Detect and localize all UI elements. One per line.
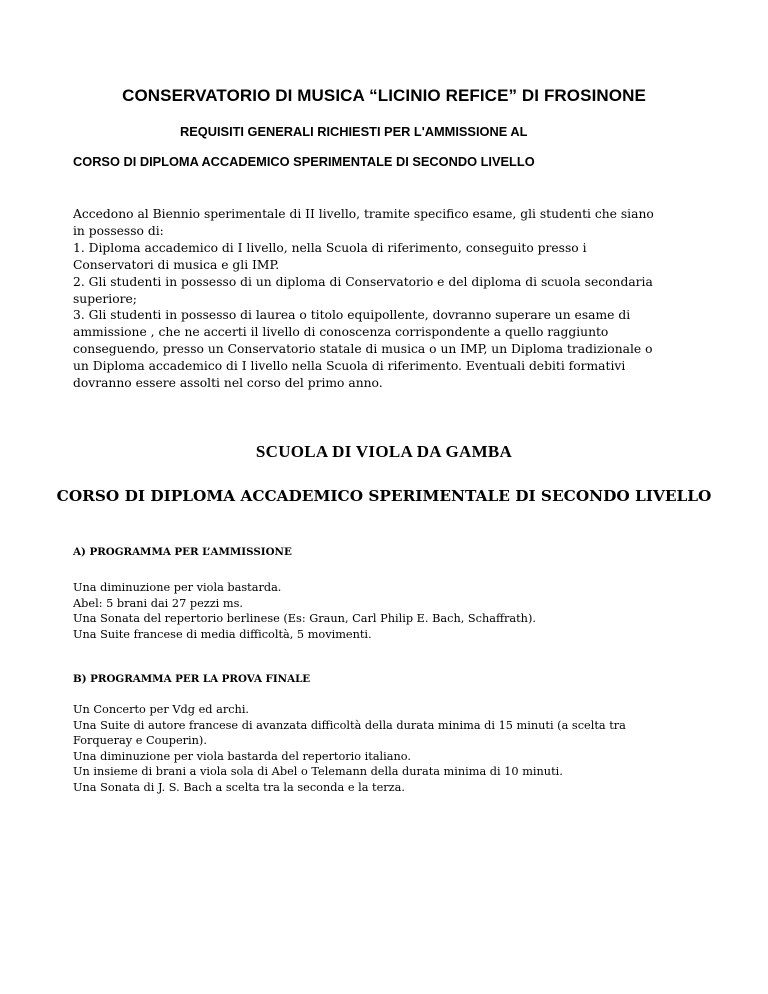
intro-line: conseguendo, presso un Conservatorio statale di musica o un IMP, un Diploma tradizionale o (73, 342, 653, 357)
conservatory-title: CONSERVATORIO DI MUSICA “LICINIO REFICE” DI FROSINONE (122, 86, 646, 105)
list-item: Abel: 5 brani dai 27 pezzi ms. (73, 596, 243, 610)
school-title: SCUOLA DI VIOLA DA GAMBA (255, 442, 513, 461)
list-item: Una Suite di autore francese di avanzata difficoltà della durata minima di 15 minuti (a scelta tra (73, 718, 626, 732)
list-item: Forqueray e Couperin). (73, 734, 207, 748)
list-item: Una diminuzione per viola bastarda del repertorio italiano. (73, 749, 411, 763)
list-item: Una diminuzione per viola bastarda. (73, 581, 282, 594)
final-exam-program-list (73, 702, 626, 796)
admission-program-heading: A) PROGRAMMA PER L’AMMISSIONE (73, 546, 292, 558)
intro-line: un Diploma accademico di I livello nella Scuola di riferimento. Eventuali debiti formativi (73, 359, 626, 374)
list-item: Una Sonata del repertorio berlinese (Es: Graun, Carl Philip E. Bach, Schaffrath). (73, 612, 536, 626)
list-item: Una Suite francese di media difficoltà, 5 movimenti. (73, 627, 372, 641)
intro-line: ammissione , che ne accerti il livello di conoscenza corrispondente a quello raggiunto (73, 325, 609, 340)
admission-requirements-text (73, 206, 703, 392)
final-exam-program-heading: B) PROGRAMMA PER LA PROVA FINALE (73, 673, 311, 685)
intro-line: Accedono al Biennio sperimentale di II livello, tramite specifico esame, gli studenti che siano (73, 207, 654, 221)
list-item: Un insieme di brani a viola sola di Abel o Telemann della durata minima di 10 minuti. (73, 765, 563, 779)
admission-program-list (73, 580, 536, 642)
course-heading: CORSO DI DIPLOMA ACCADEMICO SPERIMENTALE DI SECONDO LIVELLO (73, 154, 535, 169)
intro-line: 2. Gli studenti in possesso di un diploma di Conservatorio e del diploma di scuola secondaria (73, 274, 653, 289)
school-course-heading: CORSO DI DIPLOMA ACCADEMICO SPERIMENTALE DI SECONDO LIVELLO (56, 487, 712, 505)
intro-line: superiore; (73, 291, 137, 306)
intro-line: Conservatori di musica e gli IMP. (73, 257, 280, 272)
intro-line: 3. Gli studenti in possesso di laurea o titolo equipollente, dovranno superare un esame di (73, 308, 631, 323)
intro-line: 1. Diploma accademico di I livello, nella Scuola di riferimento, conseguito presso i (73, 240, 587, 255)
requirements-heading: REQUISITI GENERALI RICHIESTI PER L'AMMISSIONE AL (180, 124, 528, 139)
list-item: Un Concerto per Vdg ed archi. (73, 703, 250, 716)
intro-line: dovranno essere assolti nel corso del primo anno. (73, 376, 383, 391)
intro-line: in possesso di: (73, 223, 164, 238)
list-item: Una Sonata di J. S. Bach a scelta tra la seconda e la terza. (73, 780, 405, 794)
